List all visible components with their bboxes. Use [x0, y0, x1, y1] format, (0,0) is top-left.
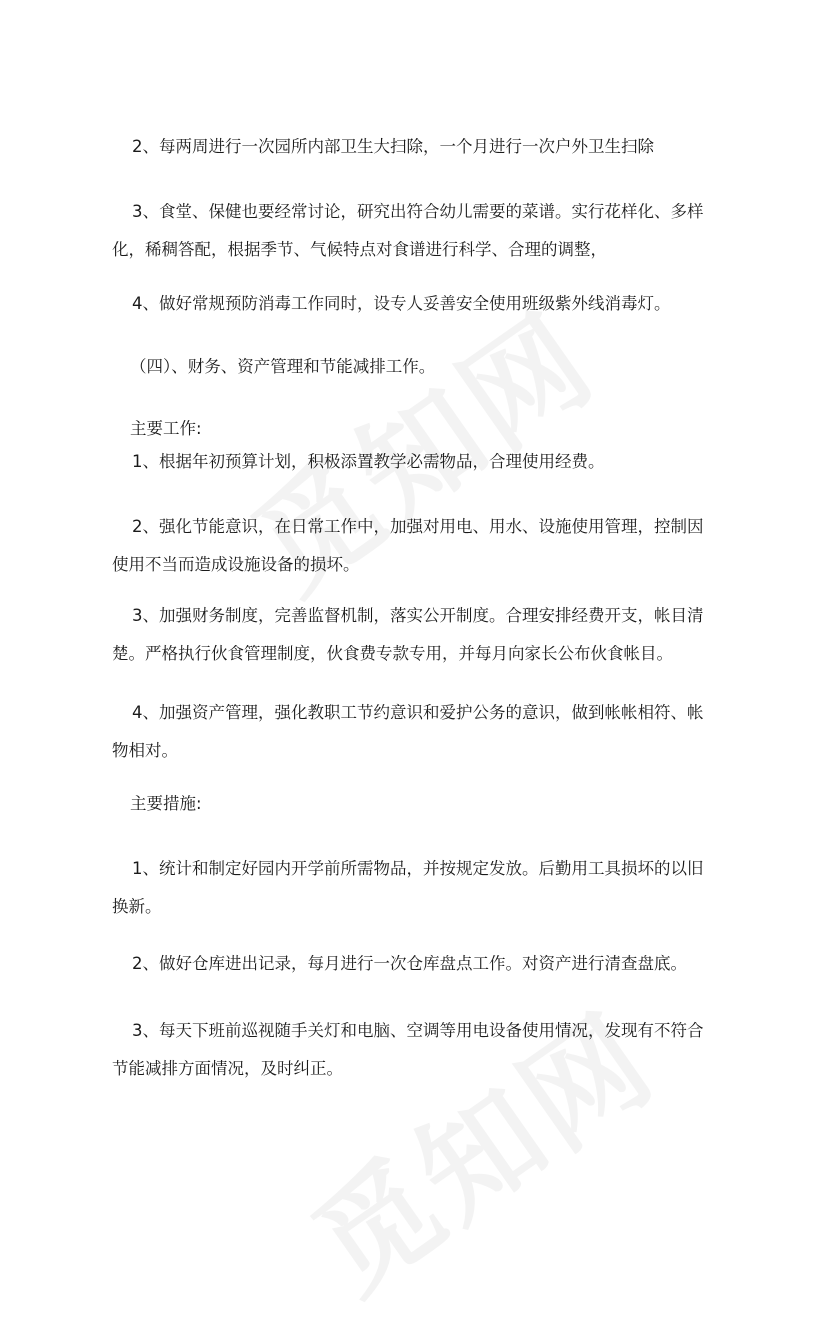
paragraph-asset-management: 4、加强资产管理，强化教职工节约意识和爱护公务的意识，做到帐帐相符、帐物相对。 [112, 703, 704, 760]
paragraph-cleaning-schedule: 2、每两周进行一次园所内部卫生大扫除，一个月进行一次户外卫生扫除 [132, 137, 654, 156]
paragraph-daily-inspection: 3、每天下班前巡视随手关灯和电脑、空调等用电设备使用情况，发现有不符合节能减排方面情况，及时纠正。 [112, 1021, 704, 1078]
paragraph-canteen-menu: 3、食堂、保健也要经常讨论，研究出符合幼儿需要的菜谱。实行花样化、多样化，稀稠答配，根据季节、气候特点对食谱进行科学、合理的调整， [112, 202, 704, 259]
section-heading-finance: （四）、财务、资产管理和节能减排工作。 [130, 357, 436, 376]
paragraph-warehouse: 2、做好仓库进出记录，每月进行一次仓库盘点工作。对资产进行清查盘底。 [132, 954, 687, 973]
paragraph-energy-saving: 2、强化节能意识，在日常工作中，加强对用电、用水、设施使用管理，控制因使用不当而造成设施设备的损坏。 [112, 517, 704, 574]
paragraph-budget: 1、根据年初预算计划，积极添置教学必需物品，合理使用经费。 [132, 452, 605, 471]
paragraph-finance-system: 3、加强财务制度，完善监督机制，落实公开制度。合理安排经费开支，帐目清楚。严格执行伙食管理制度，伙食费专款专用，并每月向家长公布伙食帐目。 [112, 606, 704, 663]
subheading-main-measures: 主要措施: [130, 794, 202, 813]
paragraph-supplies: 1、统计和制定好园内开学前所需物品，并按规定发放。后勤用工具损坏的以旧换新。 [112, 859, 704, 916]
subheading-main-work: 主要工作: [130, 419, 202, 438]
paragraph-disinfection: 4、做好常规预防消毒工作同时，设专人妥善安全使用班级紫外线消毒灯。 [132, 294, 671, 313]
